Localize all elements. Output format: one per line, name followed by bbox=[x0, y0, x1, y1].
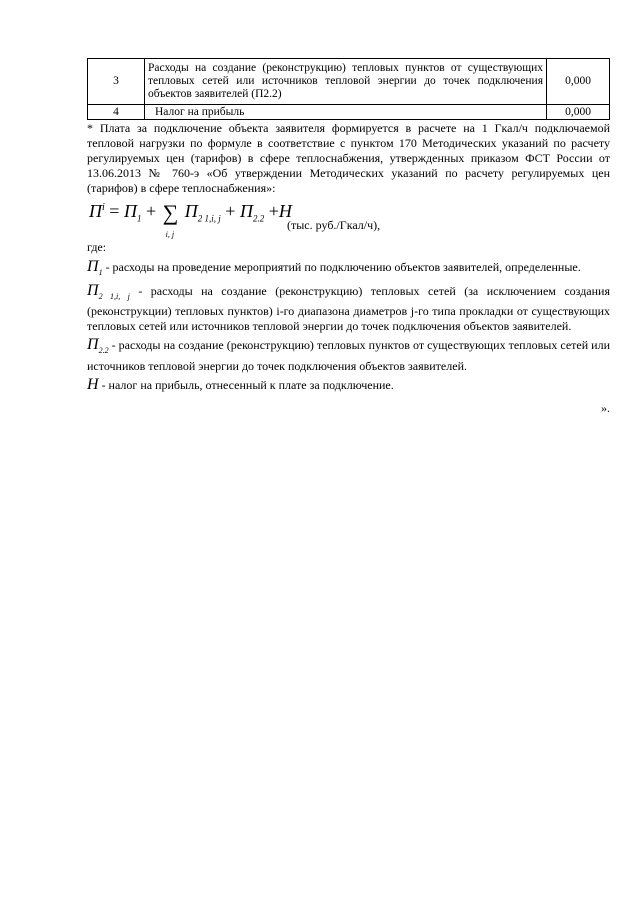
row-description: Налог на прибыль bbox=[145, 105, 547, 120]
fee-note: * Плата за подключение объекта заявителя формируется в расчете на 1 Гкал/ч подключаемой тепловой нагрузки по формуле в соответствие с пунктом 170 Методических указаний по расчету регулируемых цен (тарифов) в сфере теплоснабжения, утвержденных приказом ФСТ России от 13.06.2013 № 760-э «Об утверждении Методических указаний по расчету регулируемых цен (тарифов) в сфере теплоснабжения»: bbox=[87, 121, 610, 195]
table-row bbox=[88, 105, 610, 120]
formula-term-1: П bbox=[123, 201, 137, 221]
formula-expression: $П^i = П_1$ + ∑ i, j $П_{2 1,i, j} + П_{2.2} +Н$ bbox=[89, 200, 292, 227]
where-label: где: bbox=[87, 240, 107, 254]
definition-item bbox=[87, 283, 610, 334]
definition-item bbox=[87, 259, 610, 280]
row-value: 0,000 bbox=[547, 59, 610, 105]
definition-text: - расходы на создание (реконструкцию) тепловых пунктов от существующих тепловых сетей или источников тепловой энергии до точек подключения объектов заявителей. bbox=[87, 338, 610, 373]
formula-term-3-sub: 2.2 bbox=[252, 213, 265, 224]
formula-term-3: П bbox=[239, 201, 253, 221]
formula-term-4: Н bbox=[278, 201, 292, 221]
formula-lhs-sup: i bbox=[102, 202, 105, 213]
formula-term-2: П bbox=[184, 201, 198, 221]
definition-text: - расходы на создание (реконструкцию) тепловых сетей (за исключением создания (реконструкции) тепловых пунктов) i-го диапазона диаметров j-го типа прокладки от существующих тепловых сетей или источников тепловой энергии до точек подключения объектов заявителей. bbox=[87, 284, 610, 334]
row-description: Расходы на создание (реконструкцию) тепловых пунктов от существующих тепловых сетей или источников тепловой энергии до точек подключения объектов заявителей (П2.2) bbox=[145, 59, 547, 105]
definition-text: - налог на прибыль, отнесенный к плате за подключение. bbox=[98, 377, 394, 392]
symbol-p21: $П_{2 1,i, j}$ bbox=[87, 282, 130, 302]
formula-unit: (тыс. руб./Гкал/ч), bbox=[287, 218, 381, 232]
fee-formula bbox=[87, 198, 610, 238]
document-page bbox=[87, 58, 610, 416]
definition-item bbox=[87, 337, 610, 373]
definition-item bbox=[87, 377, 610, 398]
definition-text: - расходы на проведение мероприятий по подключению объектов заявителей, определенные. bbox=[102, 260, 581, 274]
table-row bbox=[88, 59, 610, 105]
cost-table bbox=[87, 58, 610, 120]
symbol-p22: $П_{2.2}$ bbox=[87, 336, 109, 356]
formula-term-2-sub: 2 1,i, j bbox=[197, 213, 221, 224]
symbol-p1: $П_1$ bbox=[87, 258, 103, 278]
row-number: 3 bbox=[88, 59, 145, 105]
row-number: 4 bbox=[88, 105, 145, 120]
formula-term-1-sub: 1 bbox=[136, 213, 142, 224]
row-value: 0,000 bbox=[547, 105, 610, 120]
closing-quote: ». bbox=[601, 400, 610, 415]
symbol-n: Н bbox=[87, 375, 99, 393]
formula-lhs: П bbox=[89, 201, 102, 221]
sum-symbol: ∑ i, j bbox=[163, 205, 179, 220]
sum-index: i, j bbox=[165, 230, 175, 239]
